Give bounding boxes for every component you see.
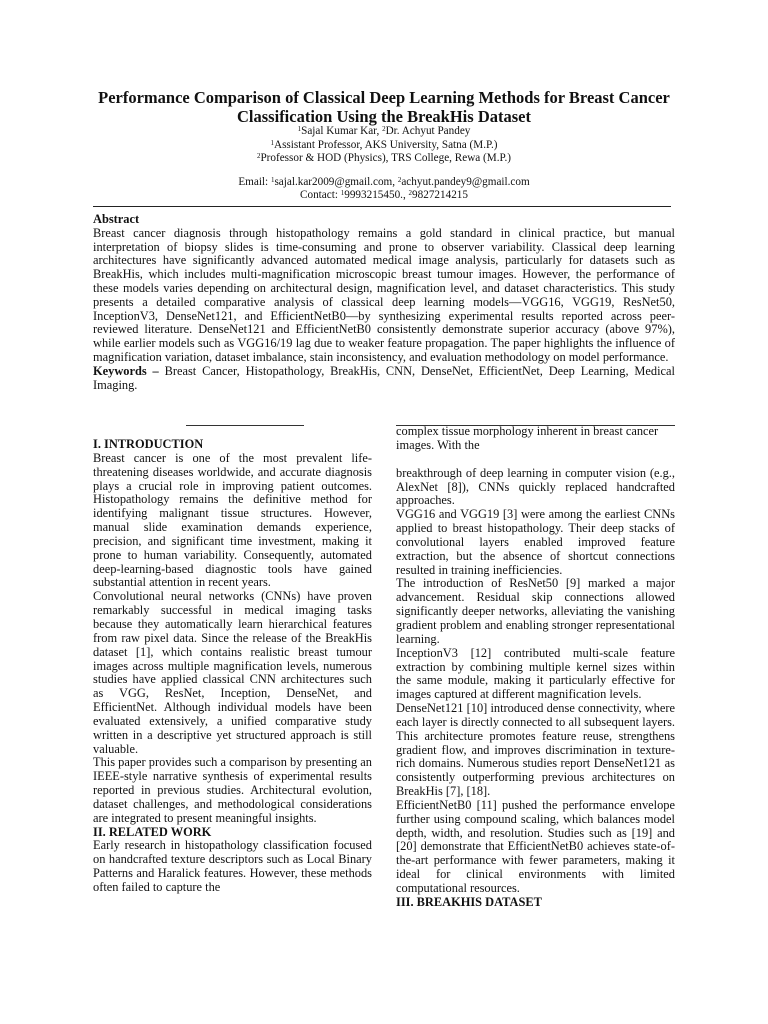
header-divider: [93, 206, 671, 207]
abstract-section: [93, 213, 675, 392]
keywords-text: Breast Cancer, Histopathology, BreakHis, CNN, DenseNet, EfficientNet, Deep Learning, Medical Imaging.: [93, 363, 675, 392]
email1-superscript: 1: [270, 175, 275, 184]
email2-superscript: 2: [397, 175, 402, 184]
introduction-paragraph-3: This paper provides such a comparison by presenting an IEEE-style narrative synthesis of experimental results reported in previous studies. Architectural evolution, dataset challenges, and methodological considerations are integrated to present meaningful insights.: [93, 755, 372, 825]
affiliation-1: [93, 139, 675, 153]
abstract-divider-left: [186, 425, 304, 426]
affiliation1-superscript: 1: [270, 138, 274, 147]
contact1-superscript: 1: [340, 189, 345, 198]
breakhis-dataset-heading: III. BREAKHIS DATASET: [396, 894, 542, 909]
related-work-paragraph-2: breakthrough of deep learning in computer vision (e.g., AlexNet [8]), CNNs quickly replaced handcrafted approaches.: [396, 465, 675, 508]
contact-number-1: 9993215450.,: [344, 189, 409, 202]
left-column: [93, 438, 372, 895]
author2-name: Dr. Achyut Pandey: [385, 125, 471, 137]
author-names: [93, 125, 675, 139]
email-prefix: Email:: [238, 175, 271, 188]
abstract-heading: Abstract: [93, 212, 140, 226]
author1-name: Sajal Kumar Kar,: [301, 125, 383, 137]
email-address-1: sajal.kar2009@gmail.com,: [274, 175, 398, 188]
paper-title: Performance Comparison of Classical Deep Learning Methods for Breast Cancer Classification Using the BreakHis Dataset: [98, 88, 670, 126]
related-work-paragraph-6: DenseNet121 [10] introduced dense connectivity, where each layer is directly connected to all subsequent layers. This architecture promotes feature reuse, strengthens gradient flow, and improves discrimination in texture-rich domains. Numerous studies report DenseNet121 as consistently outperforming previous architectures on BreakHis [7], [18].: [396, 701, 675, 799]
contact-prefix: Contact:: [300, 189, 341, 202]
contact-line: [93, 189, 675, 203]
author1-superscript: 1: [297, 125, 302, 133]
related-work-paragraph-5: InceptionV3 [12] contributed multi-scale feature extraction by combining multiple kernel sizes within the same module, making it particularly effective for images captured at different magnification levels.: [396, 645, 675, 702]
introduction-heading: I. INTRODUCTION: [93, 437, 204, 451]
email-line: [93, 176, 675, 190]
related-work-heading: II. RELATED WORK: [93, 824, 212, 839]
affiliation2-superscript: 2: [256, 152, 261, 161]
introduction-paragraph-1: Breast cancer is one of the most prevalent life-threatening diseases worldwide, and accurate diagnosis plays a crucial role in improving patient outcomes. Histopathology remains the definitive method for identifying malignant tissue structures. However, manual slide examination demands experience, precision, and significant time investment, making it prone to human variability. Consequently, automated deep-learning-based diagnostic tools have gained substantial attention in recent years.: [93, 450, 372, 590]
keywords-label: Keywords –: [93, 363, 165, 378]
related-work-paragraph-3: VGG16 and VGG19 [3] were among the earliest CNNs applied to breast histopathology. Their deep stacks of convolutional layers enabled improved feature extraction, but the absence of shortcut connections resulted in training inefficiencies.: [396, 507, 675, 577]
affiliation2-text: Professor & HOD (Physics), TRS College, Rewa (M.P.): [260, 152, 512, 165]
introduction-paragraph-2: Convolutional neural networks (CNNs) have proven remarkably successful in medical imaging tasks because they automatically learn hierarchical features from raw pixel data. Since the release of the BreakHis dataset [1], which contains realistic breast tumour images across multiple magnification levels, numerous studies have applied classical CNN architectures such as VGG, ResNet, Inception, DenseNet, and EfficientNet. Although individual models have been evaluated extensively, a unified comparative study written in a descriptive yet structured approach is still valuable.: [93, 589, 372, 756]
related-work-continuation: complex tissue morphology inherent in breast cancer images. With the: [396, 424, 659, 452]
related-work-paragraph-1: Early research in histopathology classification focused on handcrafted texture descriptors such as Local Binary Patterns and Haralick features. However, these methods often failed to capture the: [93, 838, 372, 894]
author2-superscript: 2: [382, 125, 386, 133]
contact-number-2: 9827214215: [412, 189, 468, 202]
related-work-paragraph-7: EfficientNetB0 [11] pushed the performance envelope further using compound scaling, which balances model depth, width, and resolution. Studies such as [19] and [20] demonstrate that EfficientNetB0 achieves state-of-the-art performance with fewer parameters, making it ideal for clinical environments with limited computational resources.: [396, 797, 675, 895]
affiliation1-text: Assistant Professor, AKS University, Satna (M.P.): [273, 138, 498, 151]
abstract-body: Breast cancer diagnosis through histopathology remains a gold standard in clinical practice, but manual interpretation of biopsy slides is time-consuming and prone to observer variability. Classical deep learning architectures have significantly advanced automated medical image analysis, particularly for datasets such as BreakHis, which includes multi-magnification microscopic breast tumour images. However, the performance of these models varies depending on architectural design, magnification level, and dataset characteristics. This study presents a detailed comparative analysis of classical deep learning models—VGG16, VGG19, ResNet50, InceptionV3, DenseNet121, and EfficientNetB0—by synthesizing experimental results reported across peer-reviewed literature. DenseNet121 and EfficientNetB0 consistently demonstrate superior accuracy (above 97%), while earlier models such as VGG16/19 lag due to weaker feature propagation. The paper highlights the influence of magnification variation, dataset imbalance, stain inconsistency, and evaluation methodology on model performance.: [93, 225, 675, 364]
keywords-line: [93, 365, 675, 393]
contact2-superscript: 2: [408, 189, 413, 198]
affiliation-2: [93, 152, 675, 166]
email-address-2: achyut.pandey9@gmail.com: [401, 175, 530, 188]
right-column: [396, 425, 675, 910]
author-block: [93, 125, 675, 203]
related-work-paragraph-4: The introduction of ResNet50 [9] marked a major advancement. Residual skip connections allowed significantly deeper networks, alleviating the vanishing gradient problem and enabling stronger representational learning.: [396, 576, 675, 646]
